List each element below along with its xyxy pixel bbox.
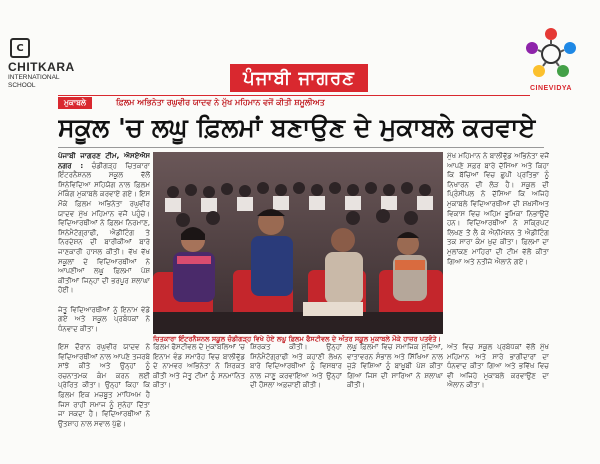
cinevidya-logo [512,24,590,100]
article-column-right: ਮੁੱਖ ਮਹਿਮਾਨ ਨੇ ਬਾਲੀਵੁੱਡ ਅਭਿਨੇਤਾ ਵਜੋਂ ਆਪਣੇ ਸਫ਼ਰ ਬਾਰੇ ਦੱਸਿਆ ਅਤੇ ਕਿਹਾ ਕਿ ਬੱਚਿਆਂ ਵਿਚ ਛੁਪੀ ਪ੍ਰਤਿਭਾ ਨੂੰ ਨਿਖਾਰਨ ਦੀ ਲੋੜ ਹੈ। ਸਕੂਲ ਦੀ ਪ੍ਰਿੰਸੀਪਲ ਨੇ ਦੱਸਿਆ ਕਿ ਅਜਿਹੇ ਮੁਕਾਬਲੇ ਵਿਦਿਆਰਥੀਆਂ ਦੀ ਸ਼ਖ਼ਸੀਅਤ ਵਿਕਾਸ ਵਿਚ ਅਹਿਮ ਭੂਮਿਕਾ ਨਿਭਾਉਂਦੇ ਹਨ। ਵਿਦਿਆਰਥੀਆਂ ਨੇ ਸਕ੍ਰਿਪਟ ਲਿਖਣ ਤੋਂ ਲੈ ਕੇ ਐਨੀਮੇਸ਼ਨ ਤੇ ਐਡੀਟਿੰਗ ਤਕ ਸਾਰਾ ਕੰਮ ਖ਼ੁਦ ਕੀਤਾ। ਫ਼ਿਲਮਾਂ ਦਾ ਮੁਲਾਂਕਣ ਮਾਹਿਰਾਂ ਦੀ ਟੀਮ ਵੱਲੋਂ ਕੀਤਾ ਗਿਆ ਅਤੇ ਨਤੀਜੇ ਐਲਾਨੇ ਗਏ। [447,152,549,266]
brand-left-sub2: SCHOOL [8,82,36,89]
article-lower-column-2: ਸ਼ਿਰਕਤ ਕੀਤੀ। ਉਨ੍ਹਾਂ ਸਿਨੇਮੈਟੋਗ੍ਰਾਫੀ ਅਤੇ ਕਹਾਣੀ ਲੇਖਨ ਬਾਰੇ ਵਿਦਿਆਰਥੀਆਂ ਨੂੰ ਵਿਸਥਾਰ ਨਾਲ ਜਾਣੂ ਕਰਵਾਇਆ ਅਤੇ ਉਨ੍ਹਾਂ ਦੀ ਹੌਸਲਾ ਅਫ਼ਜ਼ਾਈ ਕੀਤੀ। [250,343,342,390]
divider [58,147,544,148]
article-lower-column-4: ਅੰਤ ਵਿਚ ਸਕੂਲ ਪ੍ਰਬੰਧਕਾਂ ਵੱਲੋਂ ਮੁੱਖ ਮਹਿਮਾਨ ਅਤੇ ਸਾਰੇ ਭਾਗੀਦਾਰਾਂ ਦਾ ਧੰਨਵਾਦ ਕੀਤਾ ਗਿਆ ਅਤੇ ਭਵਿੱਖ ਵਿਚ ਵੀ ਅਜਿਹੇ ਮੁਕਾਬਲੇ ਕਰਵਾਉਣ ਦਾ ਐਲਾਨ ਕੀਤਾ। [447,343,549,390]
chitkara-logo [8,38,88,102]
brand-left-sub1: INTERNATIONAL [8,74,60,81]
article-lower-column-3: ਲਘੂ ਫ਼ਿਲਮਾਂ ਵਿਚ ਸਮਾਜਿਕ ਮੁੱਦਿਆਂ, ਵਾਤਾਵਰਨ ਸੰਭਾਲ ਅਤੇ ਸਿੱਖਿਆ ਨਾਲ ਜੁੜੇ ਵਿਸ਼ਿਆਂ ਨੂੰ ਬਾਖ਼ੂਬੀ ਪੇਸ਼ ਕੀਤਾ ਗਿਆ ਜਿਸ ਦੀ ਸਾਰਿਆਂ ਨੇ ਸ਼ਲਾਘਾ ਕੀਤੀ। [347,343,443,390]
article-column-1 [58,152,150,304]
kicker-strip [58,95,530,109]
photo-caption: ਚਿਤਕਾਰਾ ਇੰਟਰਨੈਸ਼ਨਲ ਸਕੂਲ ਚੰਡੀਗੜ੍ਹ ਵਿਖੇ ਹੋਏ ਲਘੂ ਫ਼ਿਲਮ ਫੈਸਟੀਵਲ ਦੇ ਅੰਤਰ ਸਕੂਲ ਮੁਕਾਬਲੇ ਮੌਕੇ ਹਾਜ਼ਰ ਪਤਵੰਤੇ। [153,335,442,343]
kicker-text: ਫ਼ਿਲਮ ਅਭਿਨੇਤਾ ਰਘੁਵੀਰ ਯਾਦਵ ਨੇ ਮੁੱਖ ਮਹਿਮਾਨ ਵਜੋਂ ਕੀਤੀ ਸ਼ਮੂਲੀਅਤ [115,97,325,107]
cinevidya-logo-icon [521,24,581,84]
event-photo [153,152,443,334]
chitkara-logo-icon: C [10,38,30,58]
event-photo-image [153,152,443,334]
column-1-text: ਚੰਡੀਗੜ੍ਹ ਚਿਤਕਾਰਾ ਇੰਟਰਨੈਸ਼ਨਲ ਸਕੂਲ ਵੱਲੋਂ ਸਿਨੇਵਿਦਿਆ ਸਹਿਯੋਗ ਨਾਲ ਫ਼ਿਲਮ ਮੇਕਿੰਗ ਮੁਕਾਬਲੇ ਕਰਵਾਏ ਗਏ। ਇਸ ਮੌਕੇ ਫ਼ਿਲਮ ਅਭਿਨੇਤਾ ਰਘੁਵੀਰ ਯਾਦਵ ਮੁੱਖ ਮਹਿਮਾਨ ਵਜੋਂ ਪਹੁੰਚੇ। ਵਿਦਿਆਰਥੀਆਂ ਨੇ ਫ਼ਿਲਮ ਨਿਰਮਾਣ, ਸਿਨੇਮੈਟੋਗ੍ਰਾਫੀ, ਐਡੀਟਿੰਗ ਤੇ ਨਿਰਦੇਸ਼ਨ ਦੀ ਬਾਰੀਕੀਆਂ ਬਾਰੇ ਜਾਣਕਾਰੀ ਹਾਸਲ ਕੀਤੀ। ਵੱਖ ਵੱਖ ਸਕੂਲਾਂ ਦੇ ਵਿਦਿਆਰਥੀਆਂ ਨੇ ਆਪਣੀਆਂ ਲਘੂ ਫ਼ਿਲਮਾਂ ਪੇਸ਼ ਕੀਤੀਆਂ ਜਿਨ੍ਹਾਂ ਦੀ ਭਰਪੂਰ ਸ਼ਲਾਘਾ ਹੋਈ। [58,161,150,295]
article-column-1-middle: ਜੇਤੂ ਵਿਦਿਆਰਥੀਆਂ ਨੂੰ ਇਨਾਮ ਵੰਡੇ ਗਏ ਅਤੇ ਸਕੂਲ ਪ੍ਰਬੰਧਕਾਂ ਨੇ ਧੰਨਵਾਦ ਕੀਤਾ। [58,306,150,333]
brand-left-name: CHITKARA [8,60,75,74]
masthead: ਪੰਜਾਬੀ ਜਾਗਰਣ [230,64,368,92]
headline: ਸਕੂਲ 'ਚ ਲਘੂ ਫ਼ਿਲਮਾਂ ਬਣਾਉਣ ਦੇ ਮੁਕਾਬਲੇ ਕਰਵਾਏ [58,113,536,142]
brand-right-name: CINEVIDYA [530,85,572,92]
article-lower-column-1: ਫ਼ਿਲਮ ਫੈਸਟੀਵਲ ਦੇ ਮੁਕਾਬਲਿਆਂ 'ਚ ਇਨਾਮ ਵੰਡ ਸਮਾਰੋਹ ਵਿਚ ਬਾਲੀਵੁੱਡ ਦੇ ਨਾਮਵਰ ਅਭਿਨੇਤਾ ਨੇ ਸ਼ਿਰਕਤ ਕੀਤੀ ਅਤੇ ਜੇਤੂ ਟੀਮਾਂ ਨੂੰ ਸਨਮਾਨਿਤ ਕੀਤਾ। [153,343,245,390]
kicker-tag: ਮੁਕਾਬਲੇ [58,97,92,109]
article-column-1-lower: ਇਸ ਦੌਰਾਨ ਰਘੁਵੀਰ ਯਾਦਵ ਨੇ ਵਿਦਿਆਰਥੀਆਂ ਨਾਲ ਆਪਣੇ ਤਜਰਬੇ ਸਾਂਝੇ ਕੀਤੇ ਅਤੇ ਉਨ੍ਹਾਂ ਨੂੰ ਰਚਨਾਤਮਕ ਕੰਮ ਕਰਨ ਲਈ ਪ੍ਰੇਰਿਤ ਕੀਤਾ। ਉਨ੍ਹਾਂ ਕਿਹਾ ਕਿ ਫ਼ਿਲਮ ਇਕ ਮਜ਼ਬੂਤ ਮਾਧਿਅਮ ਹੈ ਜਿਸ ਰਾਹੀਂ ਸਮਾਜ ਨੂੰ ਸੁਨੇਹਾ ਦਿੱਤਾ ਜਾ ਸਕਦਾ ਹੈ। ਵਿਦਿਆਰਥੀਆਂ ਨੇ ਉਤਸ਼ਾਹ ਨਾਲ ਸਵਾਲ ਪੁੱਛੇ। [58,343,150,428]
dateline: ਪੰਜਾਬੀ ਜਾਗਰਣ ਟੀਮ, ਐਸਏਐਸ ਨਗਰ : [58,152,150,170]
